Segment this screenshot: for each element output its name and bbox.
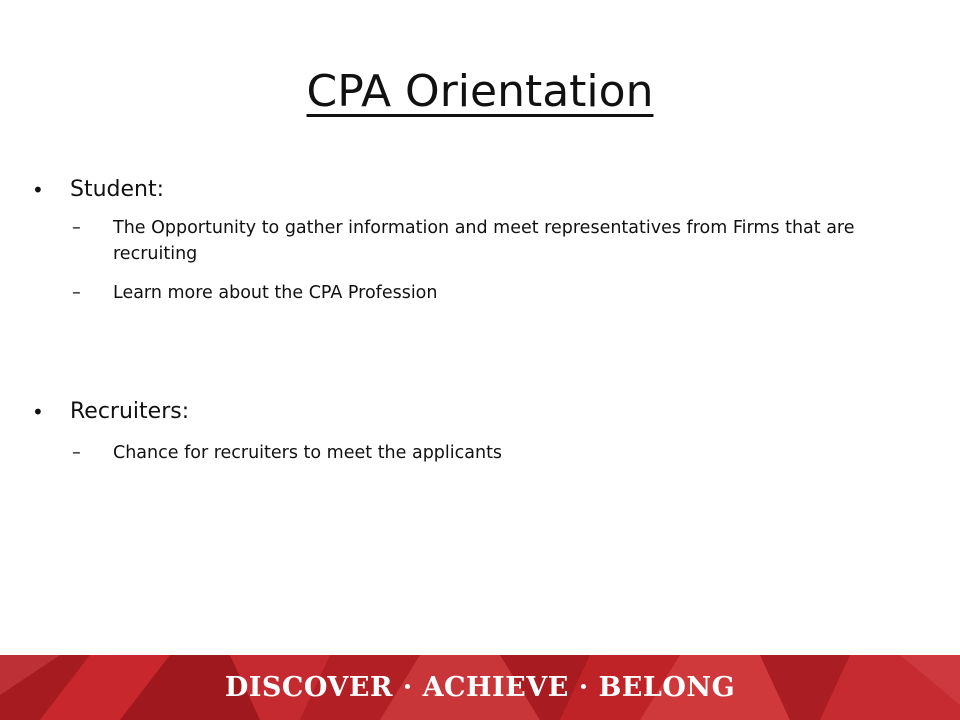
dash-icon: – bbox=[72, 283, 81, 303]
sub-bullet-text: Learn more about the CPA Profession bbox=[113, 283, 438, 303]
bullet-heading: Recruiters: bbox=[70, 399, 190, 424]
bullet-icon: • bbox=[32, 178, 44, 202]
sub-bullet-text: Chance for recruiters to meet the applicants bbox=[113, 443, 503, 463]
footer-tagline: DISCOVER · ACHIEVE · BELONG bbox=[224, 672, 736, 703]
bullet-item-student bbox=[32, 176, 165, 204]
dash-icon: – bbox=[72, 443, 81, 463]
footer-banner bbox=[0, 655, 960, 720]
bullet-heading: Student: bbox=[70, 177, 165, 202]
bullet-item-recruiters bbox=[32, 398, 190, 426]
dash-icon: – bbox=[72, 218, 81, 238]
sub-bullet-item bbox=[72, 440, 943, 466]
slide-title: CPA Orientation bbox=[306, 66, 654, 117]
bullet-icon: • bbox=[32, 400, 44, 424]
sub-bullet-item bbox=[72, 215, 943, 267]
sub-bullet-item bbox=[72, 280, 943, 306]
sub-bullet-text: The Opportunity to gather information and meet representatives from Firms that are recruiting bbox=[113, 218, 855, 264]
